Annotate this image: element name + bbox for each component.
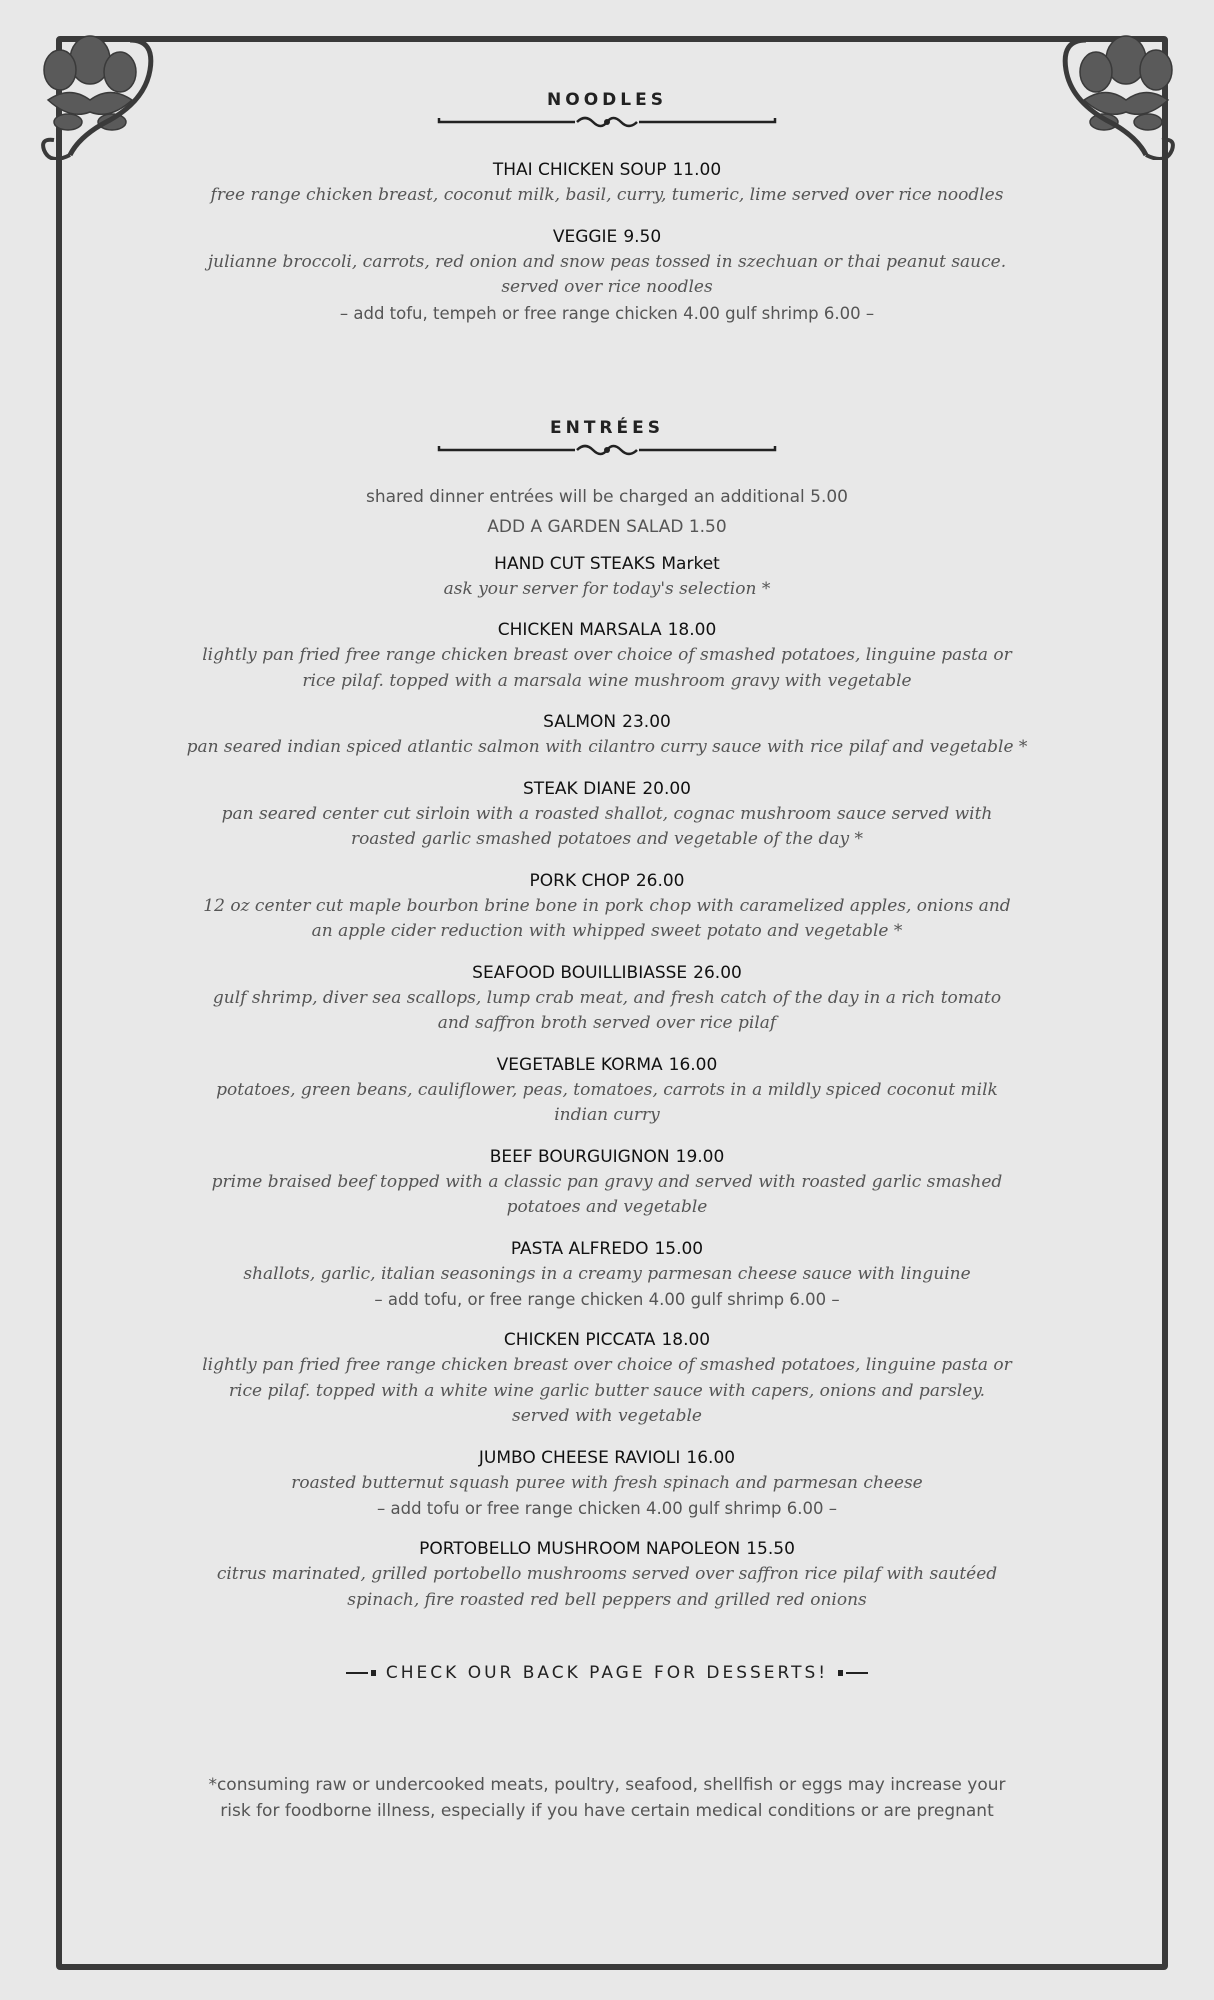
- dash-ornament-icon: [346, 1670, 376, 1676]
- item-addon: – add tofu, or free range chicken 4.00 gulf shrimp 6.00 –: [374, 1290, 840, 1309]
- noodles-section: [150, 90, 1064, 326]
- desserts-callout-text: CHECK OUR BACK PAGE FOR DESSERTS!: [385, 1663, 829, 1683]
- item-addon: – add tofu, tempeh or free range chicken 4.00 gulf shrimp 6.00 –: [339, 303, 875, 323]
- food-safety-disclaimer: [150, 1773, 1064, 1824]
- menu-item-salmon: [150, 710, 1064, 761]
- item-description: served with vegetable: [512, 1406, 702, 1426]
- menu-item-steak-diane: [150, 777, 1064, 853]
- item-description: pan seared indian spiced atlantic salmon with cilantro curry sauce with rice pilaf and vegetable *: [186, 737, 1028, 757]
- menu-item-vegetable-korma: [150, 1053, 1064, 1129]
- item-description: roasted garlic smashed potatoes and vegetable of the day *: [350, 829, 864, 849]
- item-addon: – add tofu or free range chicken 4.00 gulf shrimp 6.00 –: [376, 1499, 837, 1518]
- item-name: CHICKEN PICCATA: [503, 1330, 656, 1350]
- item-name: BEEF BOURGUIGNON: [489, 1146, 670, 1167]
- item-price: 20.00: [642, 778, 691, 799]
- item-description: shallots, garlic, italian seasonings in a creamy parmesan cheese sauce with linguine: [243, 1263, 971, 1284]
- item-name: HAND CUT STEAKS: [494, 553, 656, 574]
- item-price: 26.00: [693, 962, 742, 983]
- item-price: 23.00: [622, 712, 671, 732]
- item-description: lightly pan fried free range chicken breast over choice of smashed potatoes, linguine pasta or: [202, 1355, 1012, 1375]
- item-name: CHICKEN MARSALA: [497, 620, 662, 640]
- item-description: spinach, fire roasted red bell peppers and grilled red onions: [347, 1589, 867, 1610]
- item-description: pan seared center cut sirloin with a roasted shallot, cognac mushroom sauce served with: [221, 803, 993, 824]
- menu-item-chicken-piccata: [150, 1328, 1064, 1430]
- item-description: roasted butternut squash puree with fresh spinach and parmesan cheese: [291, 1472, 923, 1493]
- scroll-divider-icon: [437, 112, 777, 132]
- item-price: 11.00: [672, 160, 722, 180]
- item-price: 9.50: [623, 226, 662, 247]
- item-price: 16.00: [668, 1054, 718, 1075]
- item-name: VEGGIE: [552, 226, 618, 247]
- item-price: 16.00: [686, 1447, 736, 1468]
- item-description: lightly pan fried free range chicken breast over choice of smashed potatoes, linguine pasta or: [202, 645, 1012, 665]
- item-name: PORTOBELLO MUSHROOM NAPOLEON: [419, 1539, 741, 1559]
- item-name: VEGETABLE KORMA: [496, 1054, 663, 1075]
- item-price: Market: [661, 553, 720, 574]
- menu-item-portobello-mushroom-napoleon: [150, 1537, 1064, 1613]
- dash-ornament-icon: [838, 1670, 868, 1676]
- item-description: free range chicken breast, coconut milk, basil, curry, tumeric, lime served over rice noodles: [210, 185, 1004, 205]
- item-description: julianne broccoli, carrots, red onion and snow peas tossed in szechuan or thai peanut sauce.: [207, 251, 1007, 272]
- menu-item-chicken-marsala: [150, 618, 1064, 694]
- item-description: an apple cider reduction with whipped sweet potato and vegetable *: [311, 921, 903, 941]
- menu-item-thai-chicken-soup: [150, 158, 1064, 209]
- menu-content: [150, 0, 1064, 1824]
- item-price: 15.00: [654, 1238, 704, 1259]
- item-description: indian curry: [554, 1105, 660, 1125]
- item-description: rice pilaf. topped with a marsala wine mushroom gravy with vegetable: [302, 670, 912, 691]
- menu-item-pasta-alfredo: [150, 1237, 1064, 1313]
- section-title-noodles: NOODLES: [547, 90, 667, 110]
- menu-item-pork-chop: [150, 869, 1064, 945]
- item-description: potatoes and vegetable: [506, 1197, 708, 1217]
- item-name: SEAFOOD BOUILLIBIASSE: [472, 962, 688, 983]
- item-description: potatoes, green beans, cauliflower, peas, tomatoes, carrots in a mildly spiced coconut milk: [216, 1079, 998, 1100]
- item-description: ask your server for today's selection *: [443, 578, 771, 599]
- item-name: STEAK DIANE: [523, 778, 637, 799]
- item-price: 15.50: [746, 1539, 795, 1559]
- disclaimer-line: *consuming raw or undercooked meats, poultry, seafood, shellfish or eggs may increase your: [208, 1775, 1006, 1795]
- desserts-callout: [150, 1663, 1064, 1683]
- item-description: and saffron broth served over rice pilaf: [437, 1013, 777, 1033]
- item-name: THAI CHICKEN SOUP: [492, 160, 667, 180]
- item-name: PORK CHOP: [529, 870, 630, 891]
- lotus-ornament-icon: [30, 30, 160, 160]
- shared-entree-note: shared dinner entrées will be charged an additional 5.00: [365, 486, 848, 507]
- scroll-divider-icon: [437, 440, 777, 460]
- item-description: prime braised beef topped with a classic pan gravy and served with roasted garlic smashed: [211, 1171, 1003, 1192]
- item-price: 26.00: [635, 870, 685, 891]
- item-price: 18.00: [661, 1330, 711, 1350]
- item-name: SALMON: [543, 712, 617, 732]
- menu-item-jumbo-cheese-ravioli: [150, 1446, 1064, 1522]
- entrees-section: [150, 418, 1064, 1614]
- menu-item-veggie: [150, 225, 1064, 326]
- menu-item-hand-cut-steaks: [150, 552, 1064, 603]
- item-description: gulf shrimp, diver sea scallops, lump crab meat, and fresh catch of the day in a rich tomato: [212, 987, 1002, 1008]
- item-price: 19.00: [675, 1146, 725, 1167]
- item-name: PASTA ALFREDO: [510, 1238, 649, 1259]
- disclaimer-line: risk for foodborne illness, especially if you have certain medical conditions or are pregnant: [220, 1800, 994, 1821]
- menu-item-seafood-bouillibiasse: [150, 961, 1064, 1037]
- item-name: JUMBO CHEESE RAVIOLI: [478, 1447, 681, 1468]
- item-price: 18.00: [667, 620, 717, 640]
- item-description: 12 oz center cut maple bourbon brine bone in pork chop with caramelized apples, onions and: [203, 895, 1011, 916]
- garden-salad-note: ADD A GARDEN SALAD 1.50: [487, 516, 727, 537]
- section-title-entrees: ENTRÉES: [550, 417, 664, 438]
- item-description: served over rice noodles: [501, 277, 713, 297]
- lotus-ornament-icon: [1056, 30, 1186, 160]
- item-description: citrus marinated, grilled portobello mushrooms served over saffron rice pilaf with sautéed: [216, 1564, 998, 1584]
- menu-item-beef-bourguignon: [150, 1145, 1064, 1221]
- item-description: rice pilaf. topped with a white wine garlic butter sauce with capers, onions and parsley.: [228, 1380, 986, 1401]
